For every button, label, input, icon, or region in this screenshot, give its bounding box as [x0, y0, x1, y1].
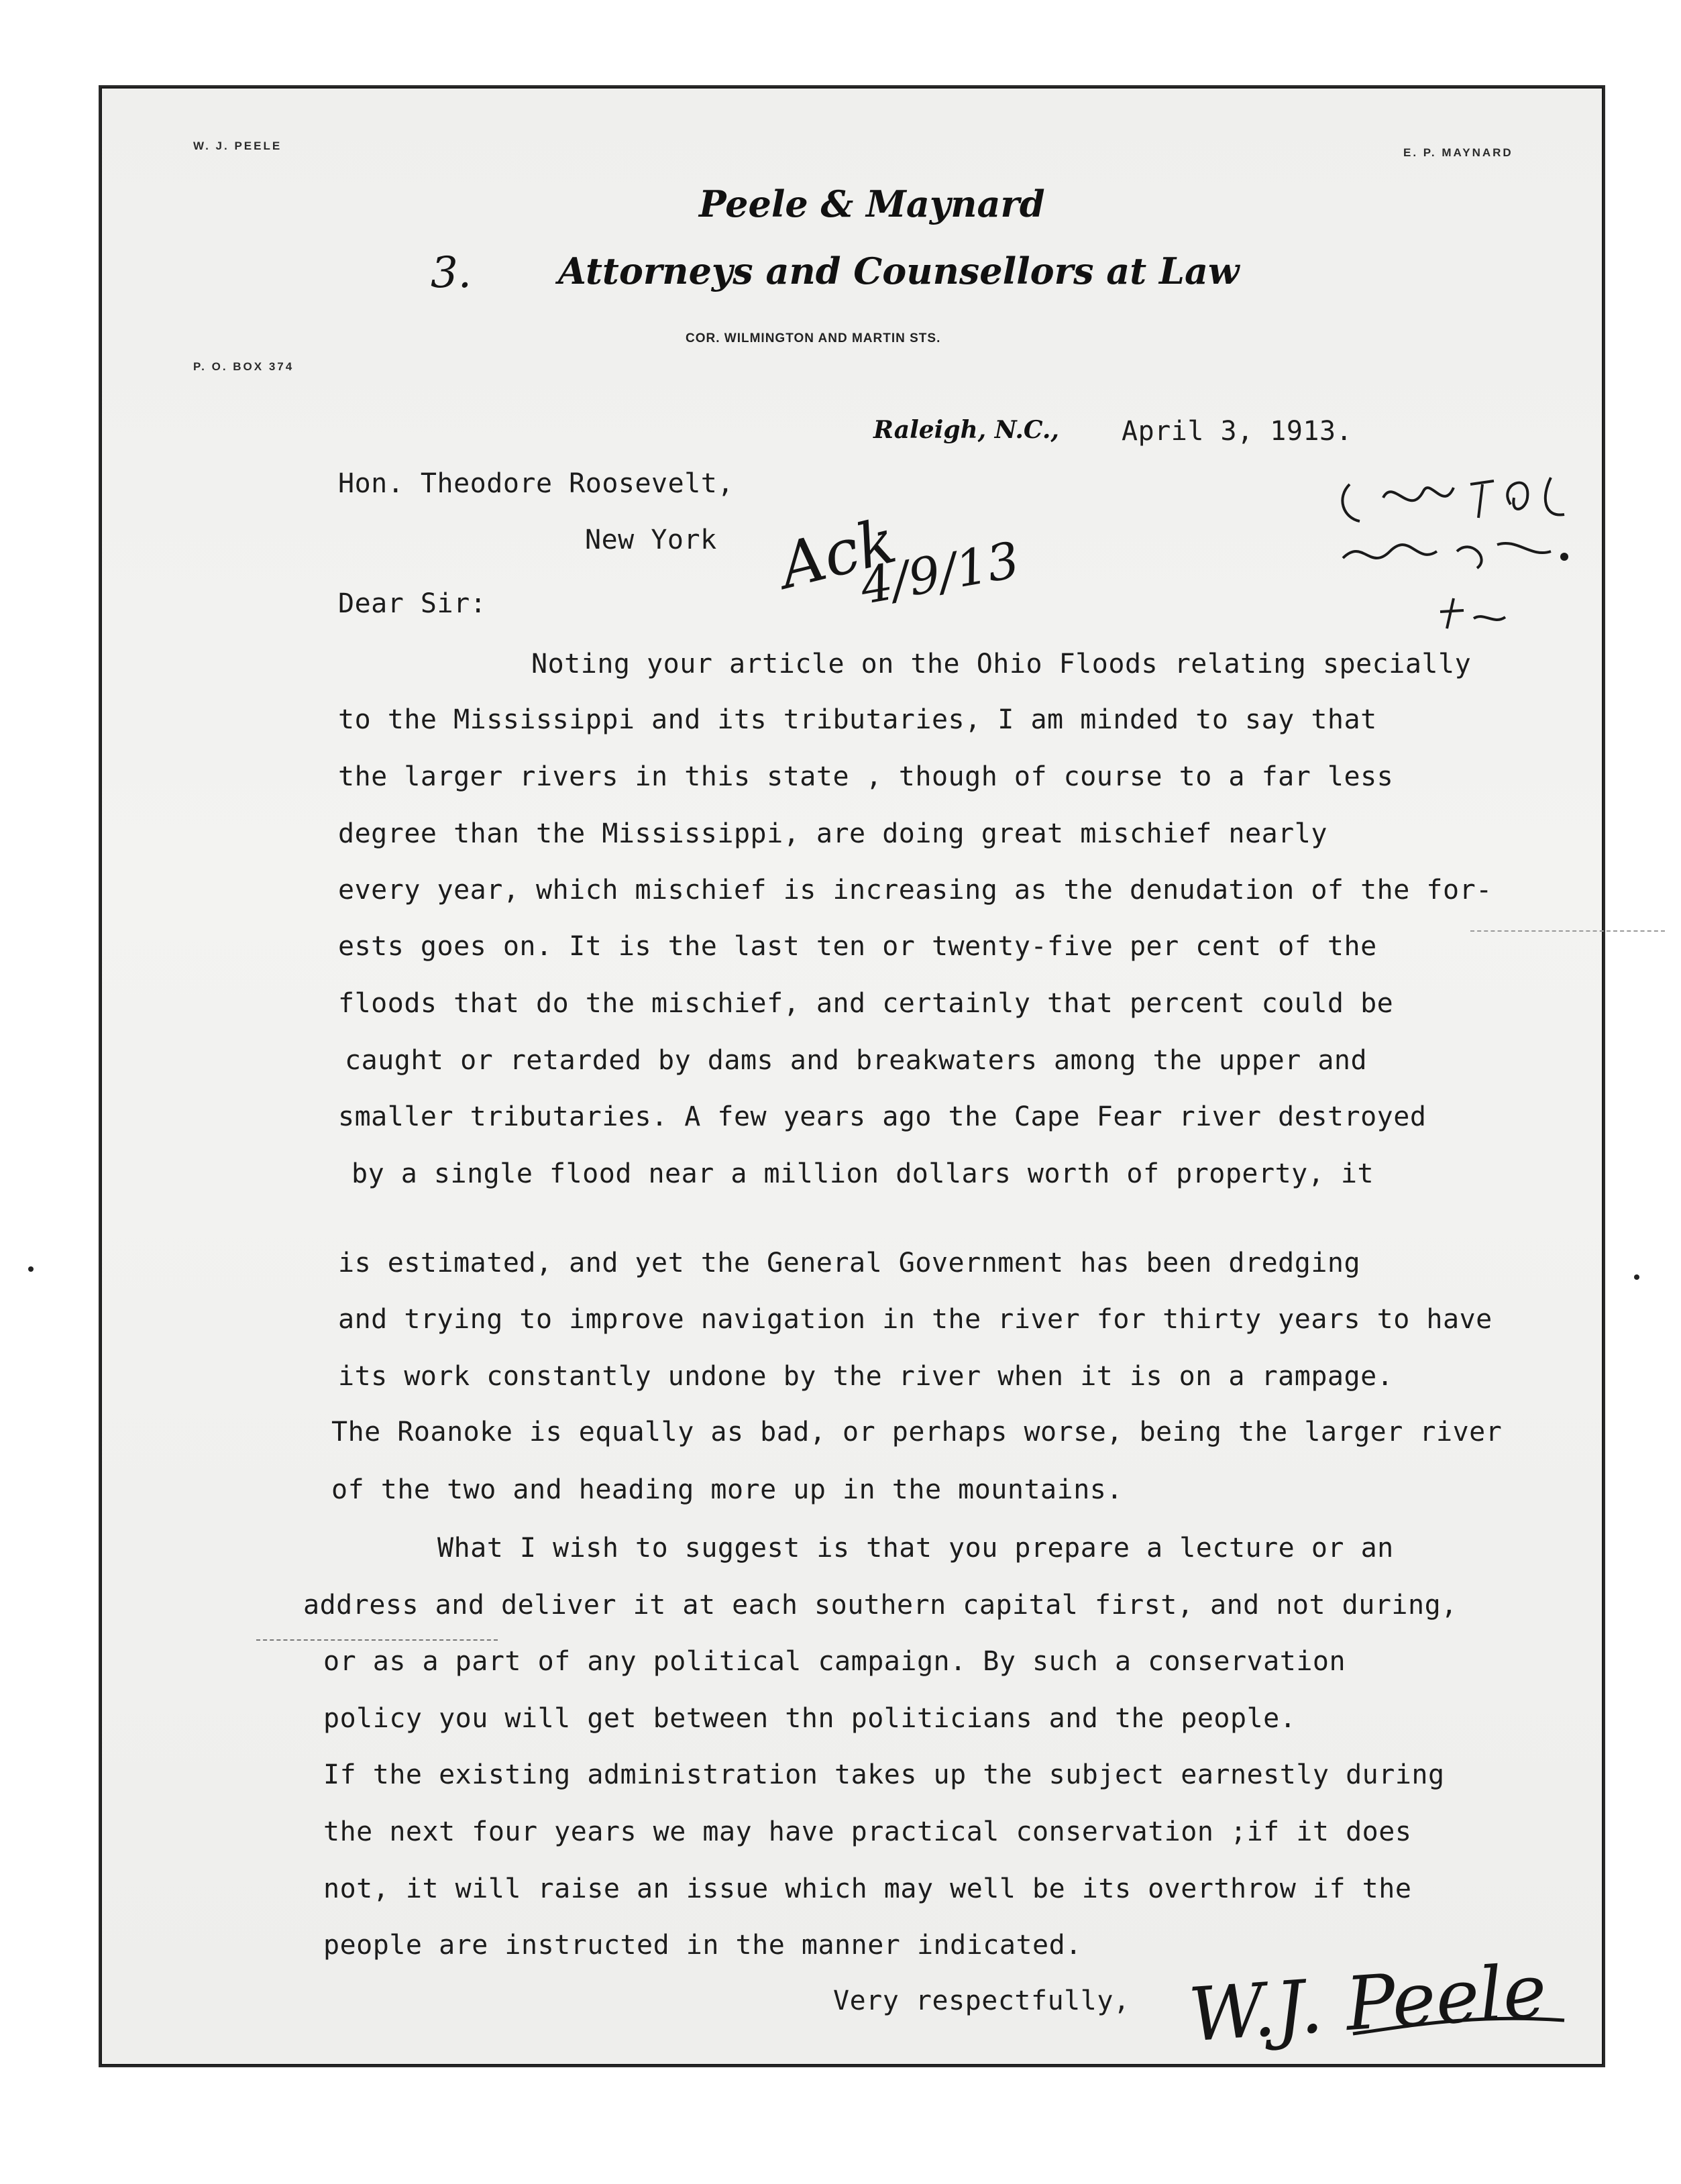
recipient-name: Hon. Theodore Roosevelt,: [338, 468, 734, 499]
body-line: smaller tributaries. A few years ago the Cape Fear river destroyed: [338, 1101, 1427, 1132]
firm-name: Peele & Maynard: [699, 182, 1045, 225]
body-line: What I wish to suggest is that you prepare a lecture or an: [437, 1533, 1394, 1564]
body-line: or as a part of any political campaign. By such a conservation: [323, 1646, 1346, 1677]
faint-ruling-mark: [1470, 930, 1665, 932]
po-box: P. O. BOX 374: [193, 360, 294, 373]
ack-date-annotation: 4/9/13: [856, 531, 1024, 616]
recipient-location: New York: [585, 525, 717, 555]
body-line: address and deliver it at each southern capital first, and not during,: [303, 1590, 1458, 1621]
body-line: degree than the Mississippi, are doing great mischief nearly: [338, 818, 1327, 849]
body-line: the larger rivers in this state , though of course to a far less: [338, 761, 1394, 792]
body-line: people are instructed in the manner indicated.: [323, 1930, 1082, 1961]
pencil-scrawl-mark: [1330, 457, 1584, 639]
body-line: the next four years we may have practical conservation ;if it does: [323, 1816, 1412, 1847]
body-line: is estimated, and yet the General Government has been dredging: [338, 1248, 1361, 1278]
body-line: to the Mississippi and its tributaries, I am minded to say that: [338, 704, 1377, 735]
signature-flourish: [1350, 2007, 1571, 2047]
body-line: If the existing administration takes up the subject earnestly during: [323, 1759, 1445, 1790]
dateline-city: Raleigh, N.C.,: [873, 416, 1059, 444]
body-line: not, it will raise an issue which may well be its overthrow if the: [323, 1873, 1412, 1904]
body-line: ests goes on. It is the last ten or twenty-five per cent of the: [338, 931, 1377, 962]
body-line: and trying to improve navigation in the river for thirty years to have: [338, 1304, 1493, 1335]
body-line: by a single flood near a million dollars worth of property, it: [351, 1158, 1374, 1189]
body-line: floods that do the mischief, and certainly that percent could be: [338, 988, 1394, 1019]
salutation: Dear Sir:: [338, 588, 487, 619]
dust-speck: [28, 1266, 34, 1272]
margin-note: 3.: [431, 248, 472, 298]
body-line: every year, which mischief is increasing as the denudation of the for-: [338, 875, 1493, 906]
letter-sheet: [101, 87, 1603, 2065]
body-line: of the two and heading more up in the mountains.: [331, 1474, 1123, 1505]
body-line: The Roanoke is equally as bad, or perhaps worse, being the larger river: [331, 1417, 1503, 1448]
firm-tagline: Attorneys and Counsellors at Law: [558, 250, 1240, 292]
dust-speck: [1634, 1274, 1639, 1280]
partner-left: W. J. PEELE: [193, 140, 282, 152]
closing: Very respectfully,: [833, 1985, 1130, 2016]
body-line: Noting your article on the Ohio Floods relating specially: [531, 649, 1472, 679]
dateline-date: April 3, 1913.: [1122, 416, 1353, 447]
faint-ruling-mark: [256, 1639, 498, 1641]
body-line: caught or retarded by dams and breakwaters among the upper and: [345, 1045, 1368, 1076]
firm-address: COR. WILMINGTON AND MARTIN STS.: [686, 331, 941, 345]
partner-right: E. P. MAYNARD: [1403, 146, 1513, 159]
body-line: policy you will get between thn politicians and the people.: [323, 1703, 1297, 1734]
signature: W.J. Peele: [1186, 1947, 1550, 2059]
body-line: its work constantly undone by the river when it is on a rampage.: [338, 1361, 1394, 1392]
ack-annotation: Ack: [772, 504, 904, 603]
